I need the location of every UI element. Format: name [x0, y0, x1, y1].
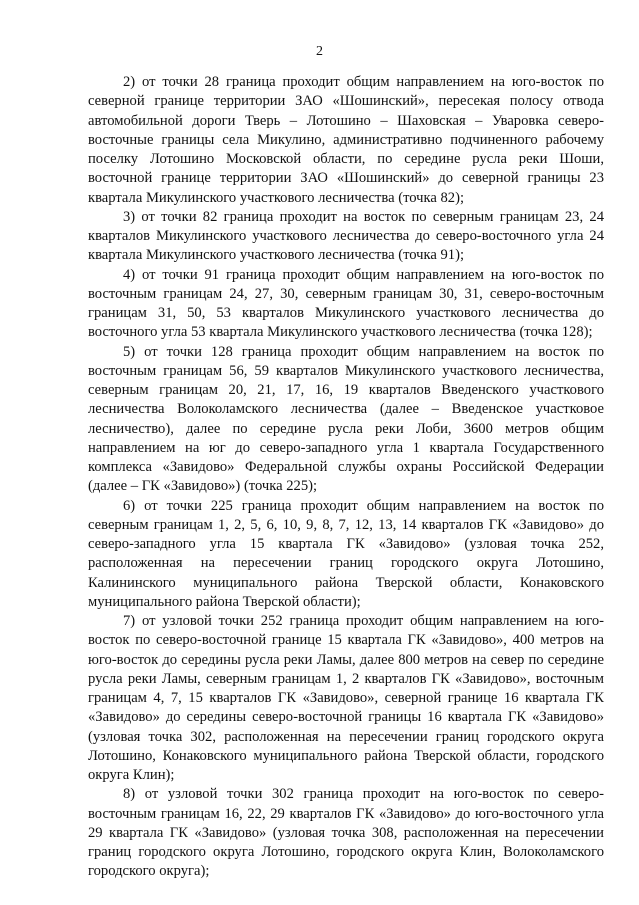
paragraph-item-3: 3) от точки 82 граница проходит на восток по северным границам 23, 24 кварталов Микулинского участкового лесничества до северо-восточного угла 24 квартала Микулинского участкового лесничества (точка 91); [88, 208, 604, 264]
paragraph-item-5: 5) от точки 128 граница проходит общим направлением на восток по восточным границам 56, 59 кварталов Микулинского участкового лесничества, северным границам 20, 21, 17, 16, 19 кварталов Введенского участкового лесничества Волоколамского лесничества (далее – Введенское участковое лесничество), далее по середине русла реки Лоби, 3600 метров общим направлением на юг до северо-западного угла 1 квартала Государственного комплекса «Завидово» Федеральной службы охраны Российской Федерации (далее – ГК «Завидово») (точка 225); [88, 343, 604, 495]
paragraph-item-2: 2) от точки 28 граница проходит общим направлением на юго-восток по северной границе территории ЗАО «Шошинский», пересекая полосу отвода автомобильной дороги Тверь – Лотошино – Шаховская – Уваровка северо-восточные границы села Микулино, административно подчиненного рабочему поселку Лотошино Московской области, по середине русла реки Шоши, восточной границе территории ЗАО «Шошинский» до северной границы 23 квартала Микулинского участкового лесничества (точка 82); [88, 74, 604, 206]
paragraph-item-8: 8) от узловой точки 302 граница проходит на юго-восток по северо-восточным границам 16, 22, 29 кварталов ГК «Завидово» до юго-восточного угла 29 квартала ГК «Завидово» (узловая точка 308, расположенная на пересечении границ городского округа Лотошино, городского округа Клин, Волоколамского городского округа); [88, 786, 604, 880]
paragraph-item-6: 6) от точки 225 граница проходит общим направлением на восток по северным границам 1, 2, 5, 6, 10, 9, 8, 7, 12, 13, 14 кварталов ГК «Завидово» до северо-западного угла 15 квартала ГК «Завидово» (узловая точка 252, расположенная на пересечении границ городского округа Лотошино, Калининского муниципального района Тверской области, Конаковского муниципального района Тверской области); [88, 497, 604, 610]
document-body [88, 73, 604, 882]
paragraph-item-4: 4) от точки 91 граница проходит общим направлением на юго-восток по восточным границам 24, 27, 30, северным границам 30, 31, северо-восточным границам 31, 50, 53 кварталов Микулинского участкового лесничества до восточного угла 53 квартала Микулинского участкового лесничества (точка 128); [88, 266, 604, 341]
page-number: 2 [316, 44, 323, 59]
paragraph-item-7: 7) от узловой точки 252 граница проходит общим направлением на юго-восток по северо-восточной границе 15 квартала ГК «Завидово», 400 метров на юго-восток до середины русла реки Ламы, далее 800 метров на север по середине русла реки Ламы, северным границам 1, 2 кварталов ГК «Завидово», восточным границам 4, 7, 15 кварталов ГК «Завидово», северной границе 16 квартала ГК «Завидово» до середины северо-восточной границы 16 квартала ГК «Завидово» (узловая точка 302, расположенная на пересечении границ городского округа Лотошино, Конаковского муниципального района Тверской области, городского округа Клин); [88, 613, 604, 783]
